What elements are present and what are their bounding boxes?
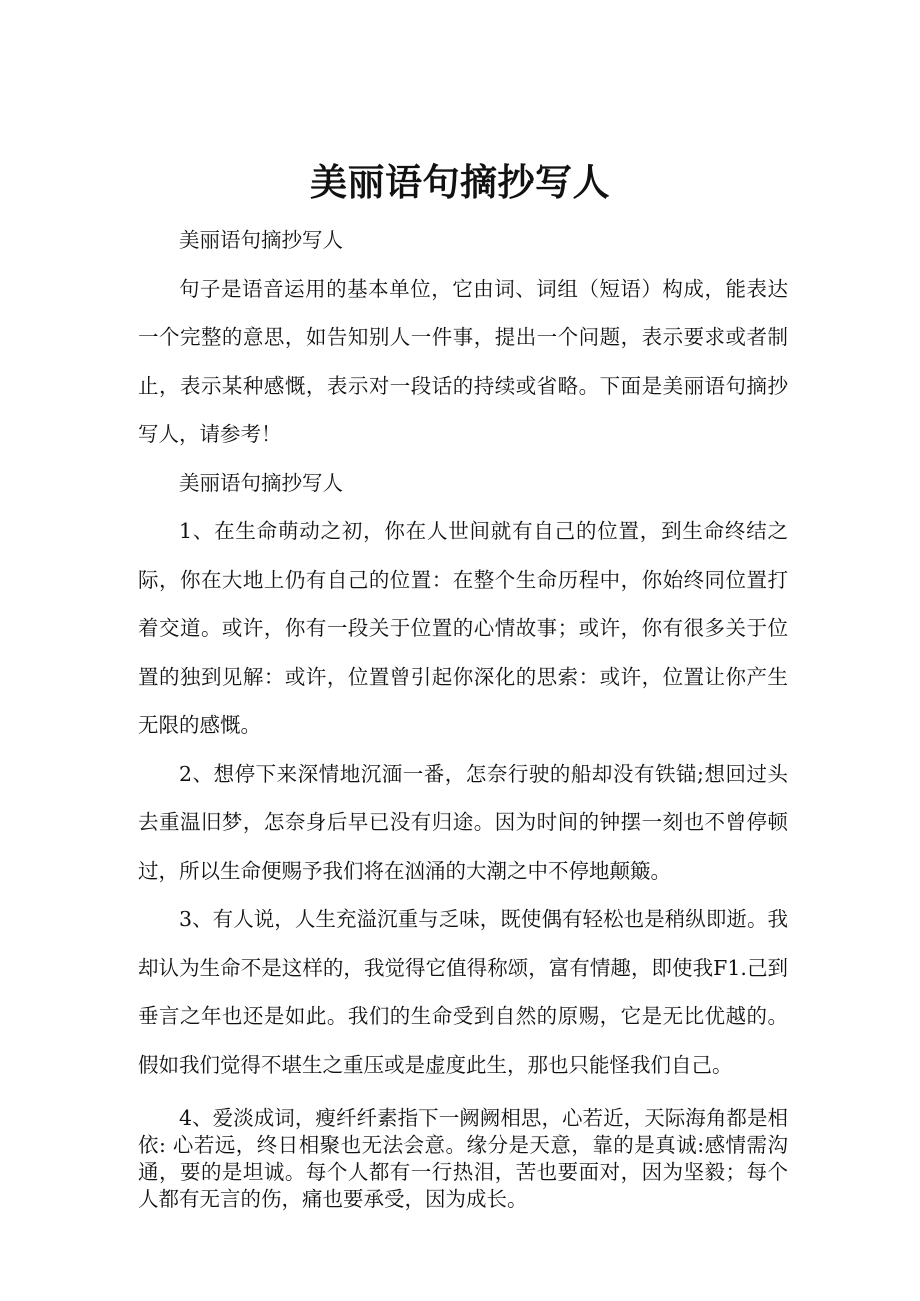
intro-paragraph: 句子是语音运用的基本单位，它由词、词组（短语）构成，能表达一个完整的意思，如告知别人一件事，提出一个问题，表示要求或者制止，表示某种感慨，表示对一段话的持续或省略。下面是美丽语句摘抄写人，请参考！: [138, 276, 788, 446]
quote-paragraph-2: 2、想停下来深情地沉湎一番，怎奈行驶的船却没有铁锚;想回过头去重温旧梦，怎奈身后早已没有归途。因为时间的钟摆一刻也不曾停顿过，所以生命便赐予我们将在汹涌的大潮之中不停地颠簸。: [138, 761, 788, 883]
quote-paragraph-1: 1、在生命萌动之初，你在人世间就有自己的位置，到生命终结之际，你在大地上仍有自己的位置：在整个生命历程中，你始终同位置打着交道。或许，你有一段关于位置的心情故事；或许，你有很多关于位置的独到见解：或许，位置曾引起你深化的思索：或许，位置让你产生无限的感慨。: [138, 519, 788, 737]
section-heading-paragraph: 美丽语句摘抄写人: [179, 470, 343, 495]
quote-paragraph-3: 3、有人说，人生充溢沉重与乏味，既使偶有轻松也是稍纵即逝。我却认为生命不是这样的，我觉得它值得称颂，富有情趣，即使我F1.己到垂言之年也还是如此。我们的生命受到自然的原赐，它是无比优越的。假如我们觉得不堪生之重压或是虚度此生，那也只能怪我们自己。: [138, 907, 788, 1077]
document-title: 美丽语句摘抄写人: [310, 159, 610, 204]
document-body: [138, 216, 788, 1213]
subtitle-paragraph: 美丽语句摘抄写人: [179, 228, 343, 252]
quote-paragraph-4: 4、爱淡成词，瘦纤纤素指下一阙阙相思，心若近，天际海角都是相依: 心若远，终日相聚也无法会意。缘分是天意，靠的是真诚:感情需沟通，要的是坦诚。每个人都有一行热泪，苦也要面对，因为坚毅；每个人都有无言的伤，痛也要承受，因为成长。: [138, 1106, 788, 1211]
